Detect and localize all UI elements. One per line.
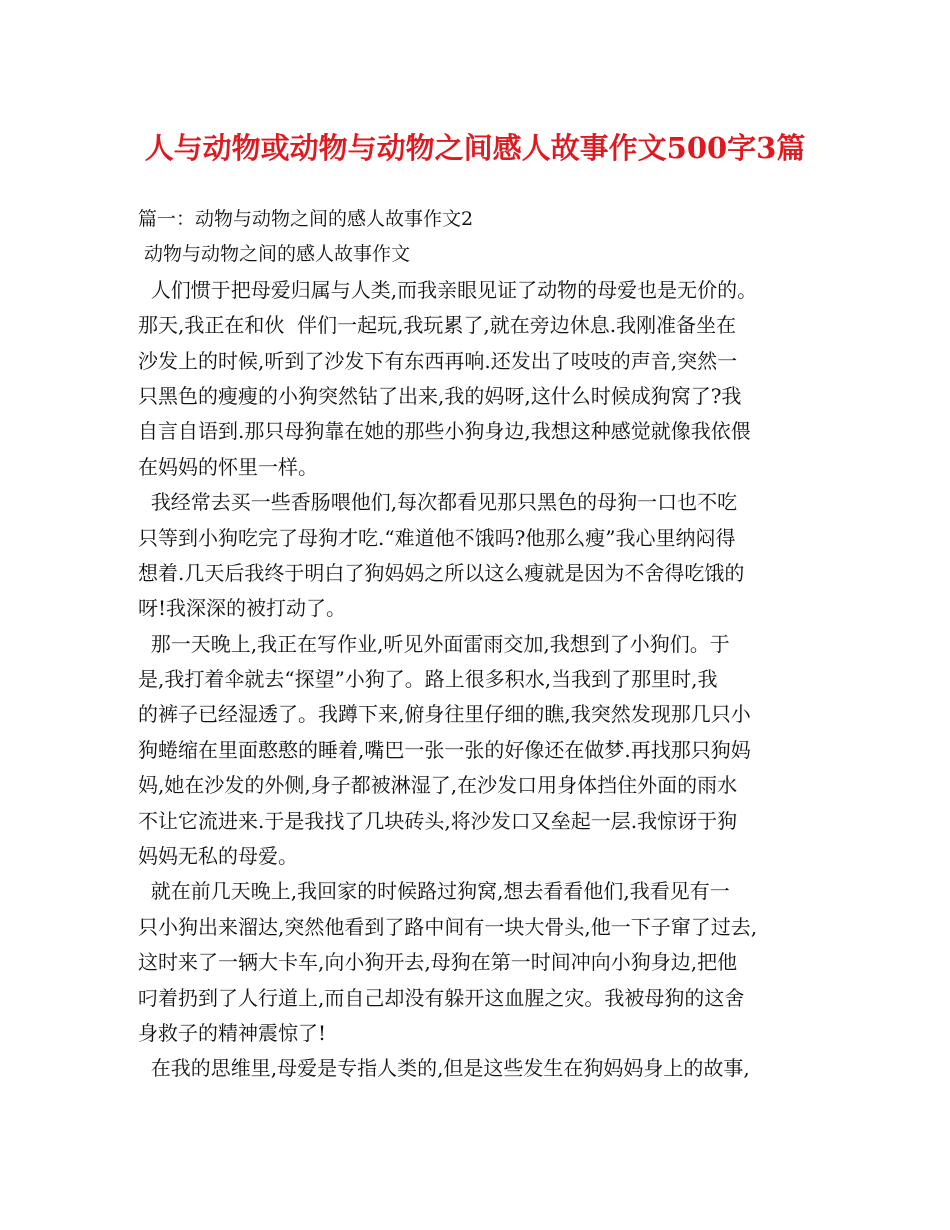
- text-line: 身救子的精神震惊了!: [138, 1020, 327, 1045]
- text-line: 就在前几天晚上,我回家的时候路过狗窝,想去看看他们,我看见有一: [138, 879, 730, 904]
- text-line: 的裤子已经湿透了。我蹲下来,俯身往里仔细的瞧,我突然发现那几只小: [138, 702, 751, 727]
- text-line: 我经常去买一些香肠喂他们,每次都看见那只黑色的母狗一口也不吃: [138, 490, 738, 515]
- text-line: 只黑色的瘦瘦的小狗突然钻了出来,我的妈呀,这什么时候成狗窝了?我: [138, 383, 742, 408]
- text-line: 妈,她在沙发的外侧,身子都被淋湿了,在沙发口用身体挡住外面的雨水: [138, 773, 738, 798]
- text-line: 在我的思维里,母爱是专指人类的,但是这些发生在狗妈妈身上的故事,: [138, 1056, 750, 1081]
- text-line: 自言自语到.那只母狗靠在她的那些小狗身边,我想这种感觉就像我依偎: [138, 419, 751, 444]
- document-body: [138, 202, 818, 1087]
- text-line: 那天,我正在和伙 伴们一起玩,我玩累了,就在旁边休息.我刚准备坐在: [138, 313, 737, 338]
- text-line: 人们惯于把母爱归属与人类,而我亲眼见证了动物的母爱也是无价的。: [138, 277, 758, 302]
- sub-heading: 动物与动物之间的感人故事作文: [138, 243, 411, 266]
- text-line: 叼着扔到了人行道上,而自己却没有躲开这血腥之灾。我被母狗的这舍: [138, 985, 745, 1010]
- paragraph-3: [138, 627, 818, 875]
- text-line: 呀!我深深的被打动了。: [138, 596, 347, 621]
- text-line: 是,我打着伞就去“探望”小狗了。路上很多积水,当我到了那里时,我: [138, 667, 718, 692]
- text-line: 只小狗出来溜达,突然他看到了路中间有一块大骨头,他一下子窜了过去,: [138, 914, 758, 939]
- text-line: 想着.几天后我终于明白了狗妈妈之所以这么瘦就是因为不舍得吃饿的: [138, 560, 745, 585]
- text-line: 那一天晚上,我正在写作业,听见外面雷雨交加,我想到了小狗们。于: [138, 631, 730, 656]
- text-line: 沙发上的时候,听到了沙发下有东西再响.还发出了吱吱的声音,突然一: [138, 348, 738, 373]
- text-line: 妈妈无私的母爱。: [138, 844, 298, 869]
- text-line: 狗蜷缩在里面憨憨的睡着,嘴巴一张一张的好像还在做梦.再找那只狗妈: [138, 737, 751, 762]
- text-line: 只等到小狗吃完了母狗才吃.“难道他不饿吗?他那么瘦”我心里纳闷得: [138, 525, 736, 550]
- text-line: 在妈妈的怀里一样。: [138, 454, 318, 479]
- paragraph-5: [138, 1051, 818, 1086]
- text-line: 这时来了一辆大卡车,向小狗开去,母狗在第一时间冲向小狗身边,把他: [138, 950, 738, 975]
- paragraph-1: [138, 273, 818, 485]
- document-title: 人与动物或动物与动物之间感人故事作文500字3篇: [144, 131, 806, 165]
- section-heading: 篇一：动物与动物之间的感人故事作文2: [138, 208, 474, 230]
- paragraph-2: [138, 485, 818, 627]
- text-line: 不让它流进来.于是我找了几块砖头,将沙发口又垒起一层.我惊讶于狗: [138, 808, 738, 833]
- paragraph-4: [138, 874, 818, 1051]
